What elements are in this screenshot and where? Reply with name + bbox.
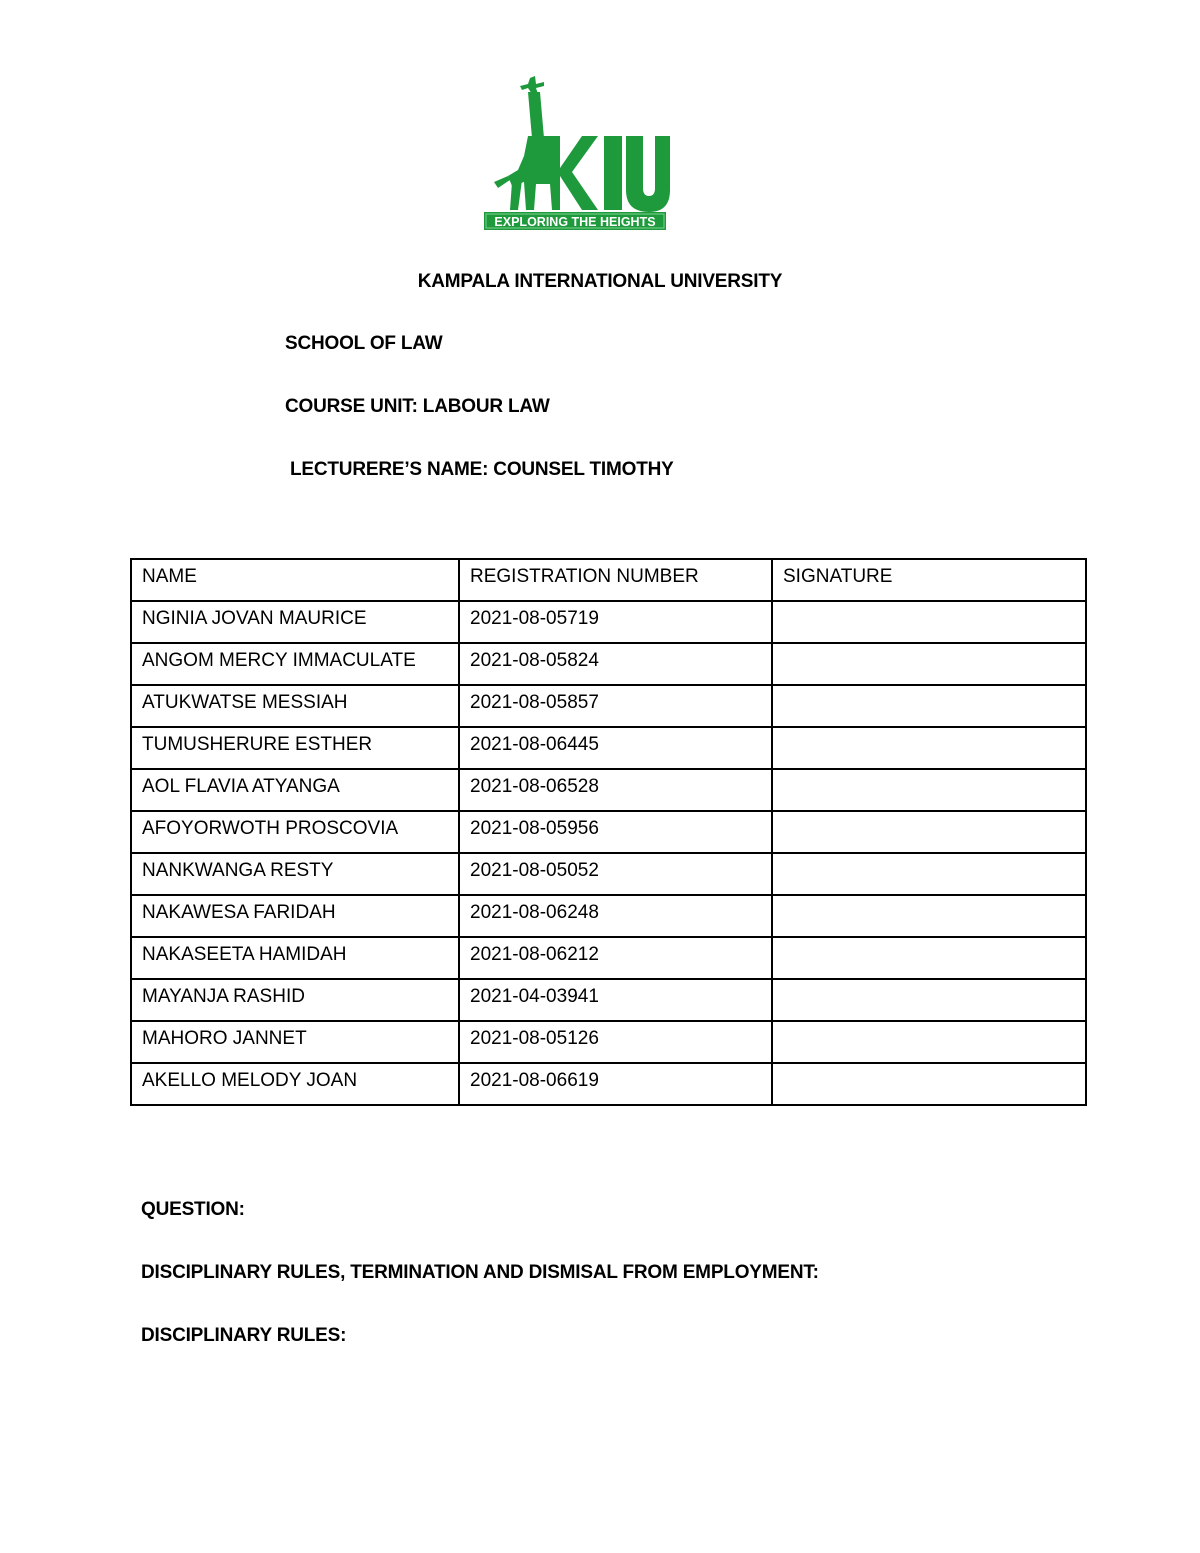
registration-number-cell: 2021-08-06445 <box>459 727 772 769</box>
signature-cell <box>772 937 1086 979</box>
registration-number-cell: 2021-08-05126 <box>459 1021 772 1063</box>
student-name-cell: NAKAWESA FARIDAH <box>131 895 459 937</box>
table-row <box>131 727 1086 769</box>
school-name: SCHOOL OF LAW <box>285 333 443 354</box>
table-row <box>131 685 1086 727</box>
university-name: KAMPALA INTERNATIONAL UNIVERSITY <box>417 271 783 292</box>
table-row <box>131 853 1086 895</box>
signature-cell <box>772 1021 1086 1063</box>
table-row <box>131 1063 1086 1105</box>
course-unit: COURSE UNIT: LABOUR LAW <box>285 396 550 417</box>
registration-number-cell: 2021-08-06619 <box>459 1063 772 1105</box>
registration-number-cell: 2021-08-05857 <box>459 685 772 727</box>
student-name-cell: MAYANJA RASHID <box>131 979 459 1021</box>
registration-number-cell: 2021-08-06528 <box>459 769 772 811</box>
table-row <box>131 601 1086 643</box>
signature-cell <box>772 727 1086 769</box>
lecturer-name: LECTURERE’S NAME: COUNSEL TIMOTHY <box>290 459 674 480</box>
signature-cell <box>772 685 1086 727</box>
table-row <box>131 979 1086 1021</box>
section-heading: DISCIPLINARY RULES: <box>141 1325 347 1346</box>
student-name-cell: AFOYORWOTH PROSCOVIA <box>131 811 459 853</box>
table-row <box>131 643 1086 685</box>
signature-cell <box>772 853 1086 895</box>
student-name-cell: NGINIA JOVAN MAURICE <box>131 601 459 643</box>
signature-cell <box>772 1063 1086 1105</box>
column-header-registration: REGISTRATION NUMBER <box>459 559 772 601</box>
student-name-cell: TUMUSHERURE ESTHER <box>131 727 459 769</box>
university-logo <box>478 72 674 234</box>
question-topic: DISCIPLINARY RULES, TERMINATION AND DISMISAL FROM EMPLOYMENT: <box>141 1262 819 1283</box>
table-row <box>131 769 1086 811</box>
registration-number-cell: 2021-08-06212 <box>459 937 772 979</box>
table-row <box>131 1021 1086 1063</box>
question-label: QUESTION: <box>141 1199 245 1220</box>
table-header-row <box>131 559 1086 601</box>
student-name-cell: ANGOM MERCY IMMACULATE <box>131 643 459 685</box>
student-roster-table <box>130 558 1087 1106</box>
registration-number-cell: 2021-08-05824 <box>459 643 772 685</box>
registration-number-cell: 2021-04-03941 <box>459 979 772 1021</box>
student-name-cell: AKELLO MELODY JOAN <box>131 1063 459 1105</box>
logo-tagline: EXPLORING THE HEIGHTS <box>494 215 656 229</box>
column-header-name: NAME <box>131 559 459 601</box>
student-name-cell: MAHORO JANNET <box>131 1021 459 1063</box>
signature-cell <box>772 895 1086 937</box>
table-row <box>131 811 1086 853</box>
giraffe-icon <box>478 72 674 234</box>
signature-cell <box>772 769 1086 811</box>
signature-cell <box>772 643 1086 685</box>
signature-cell <box>772 811 1086 853</box>
student-name-cell: ATUKWATSE MESSIAH <box>131 685 459 727</box>
signature-cell <box>772 601 1086 643</box>
student-name-cell: NANKWANGA RESTY <box>131 853 459 895</box>
registration-number-cell: 2021-08-06248 <box>459 895 772 937</box>
registration-number-cell: 2021-08-05956 <box>459 811 772 853</box>
column-header-signature: SIGNATURE <box>772 559 1086 601</box>
registration-number-cell: 2021-08-05052 <box>459 853 772 895</box>
table-row <box>131 937 1086 979</box>
signature-cell <box>772 979 1086 1021</box>
table-row <box>131 895 1086 937</box>
student-name-cell: NAKASEETA HAMIDAH <box>131 937 459 979</box>
registration-number-cell: 2021-08-05719 <box>459 601 772 643</box>
student-name-cell: AOL FLAVIA ATYANGA <box>131 769 459 811</box>
